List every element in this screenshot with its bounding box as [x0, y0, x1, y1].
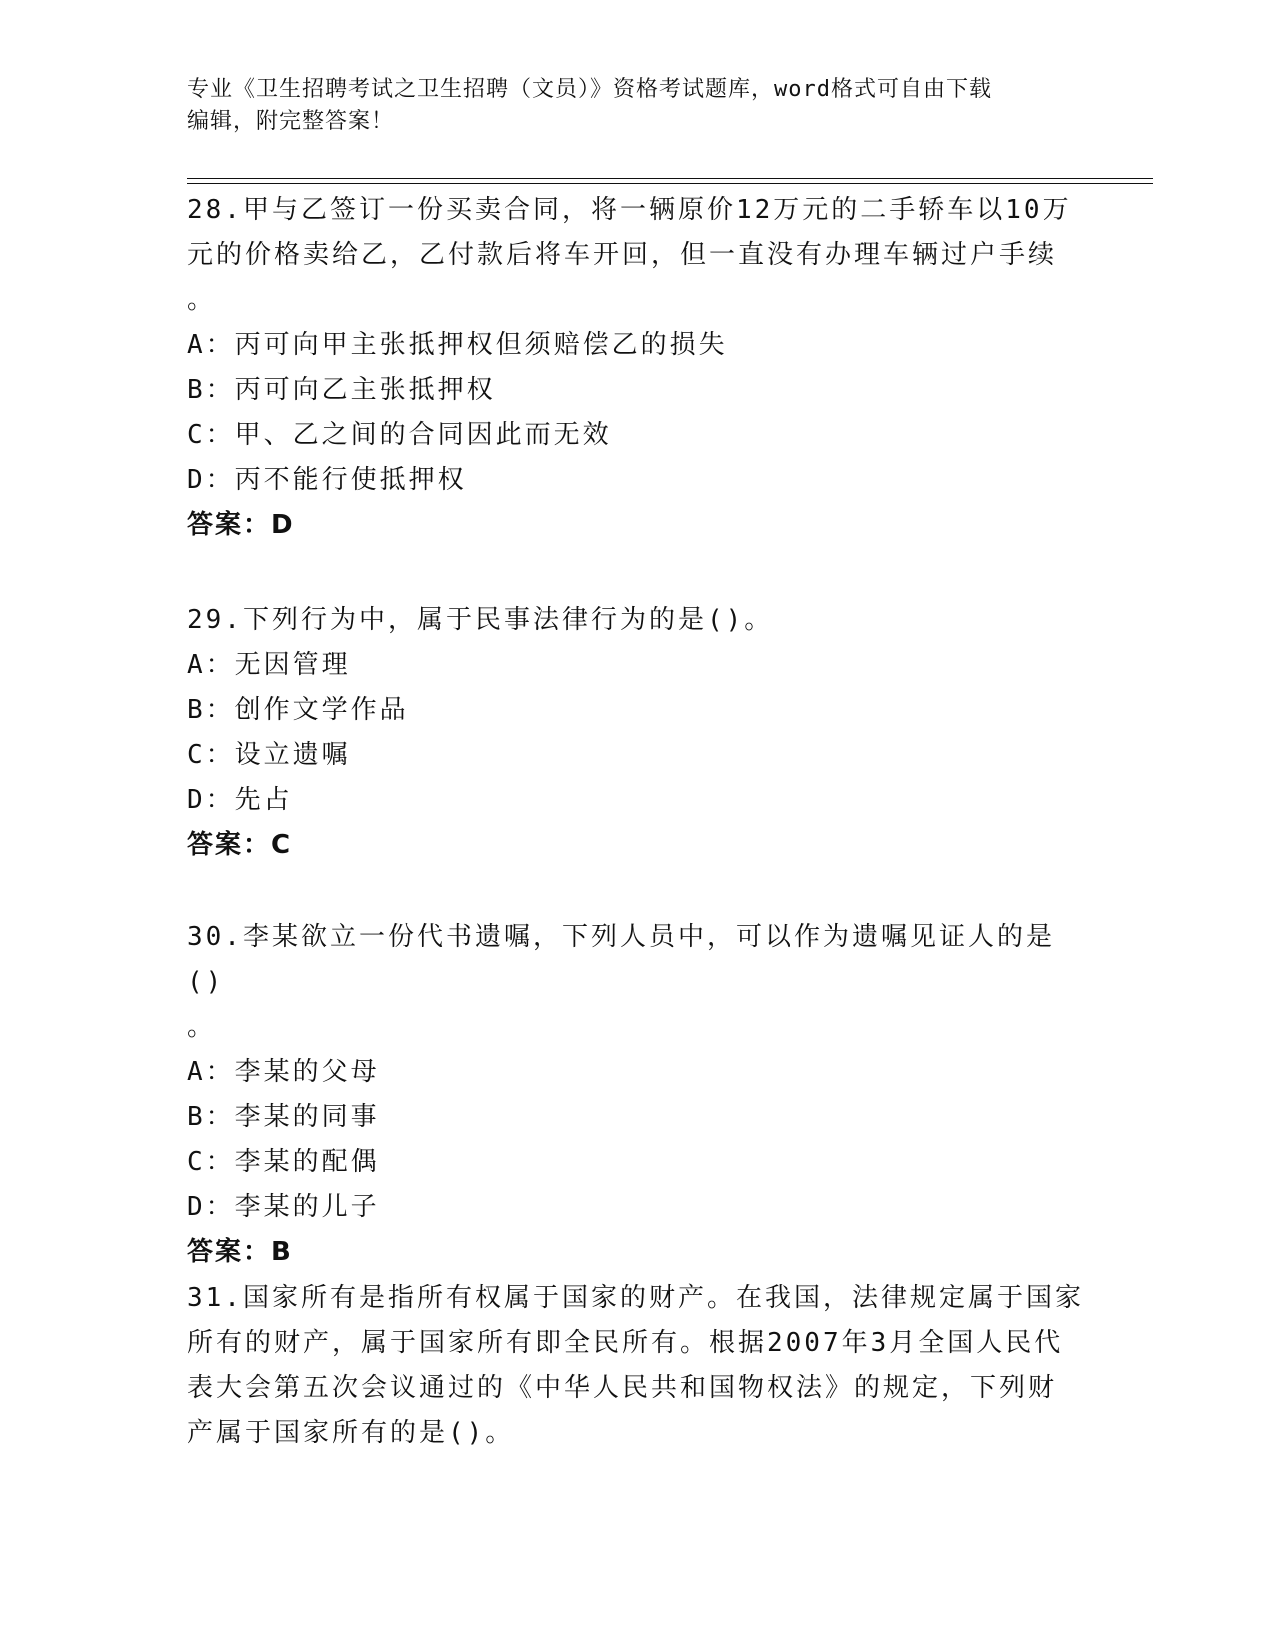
question-stem-line: 31.国家所有是指所有权属于国家的财产。在我国，法律规定属于国家 [187, 1283, 1084, 1313]
header-divider-bottom [187, 183, 1153, 184]
header-line-1: 专业《卫生招聘考试之卫生招聘（文员）》资格考试题库，word格式可自由下载 [187, 77, 992, 102]
question-stem-line: 。 [187, 285, 217, 315]
answer-label: 答案：B [187, 1237, 293, 1267]
option-c: C：甲、乙之间的合同因此而无效 [187, 420, 612, 450]
question-stem-line: 所有的财产，属于国家所有即全民所有。根据2007年3月全国人民代 [187, 1328, 1064, 1358]
question-stem-line: 30.李某欲立一份代书遗嘱，下列人员中，可以作为遗嘱见证人的是() [187, 922, 1055, 997]
document-header [187, 74, 1087, 138]
header-line-2: 编辑，附完整答案！ [187, 109, 395, 134]
option-c: C：设立遗嘱 [187, 740, 351, 770]
question-29 [187, 598, 1087, 868]
question-stem-line: 。 [187, 1012, 217, 1042]
option-a: A：丙可向甲主张抵押权但须赔偿乙的损失 [187, 330, 728, 360]
option-b: B：创作文学作品 [187, 695, 409, 725]
question-31 [187, 1276, 1087, 1456]
option-c: C：李某的配偶 [187, 1147, 380, 1177]
question-28 [187, 188, 1087, 548]
option-b: B：丙可向乙主张抵押权 [187, 375, 496, 405]
header-divider-top [187, 178, 1153, 179]
option-b: B：李某的同事 [187, 1102, 380, 1132]
option-d: D：丙不能行使抵押权 [187, 465, 467, 495]
answer-label: 答案：D [187, 510, 295, 540]
option-a: A：无因管理 [187, 650, 351, 680]
question-stem-line: 29.下列行为中，属于民事法律行为的是()。 [187, 605, 774, 635]
question-stem-line: 产属于国家所有的是()。 [187, 1418, 515, 1448]
question-stem-line: 元的价格卖给乙，乙付款后将车开回，但一直没有办理车辆过户手续 [187, 240, 1058, 270]
option-a: A：李某的父母 [187, 1057, 380, 1087]
question-stem-line: 表大会第五次会议通过的《中华人民共和国物权法》的规定，下列财 [187, 1373, 1058, 1403]
question-30 [187, 915, 1087, 1275]
question-stem-line: 28.甲与乙签订一份买卖合同，将一辆原价12万元的二手轿车以10万 [187, 195, 1072, 225]
answer-label: 答案：C [187, 830, 293, 860]
option-d: D：李某的儿子 [187, 1192, 380, 1222]
option-d: D：先占 [187, 785, 293, 815]
